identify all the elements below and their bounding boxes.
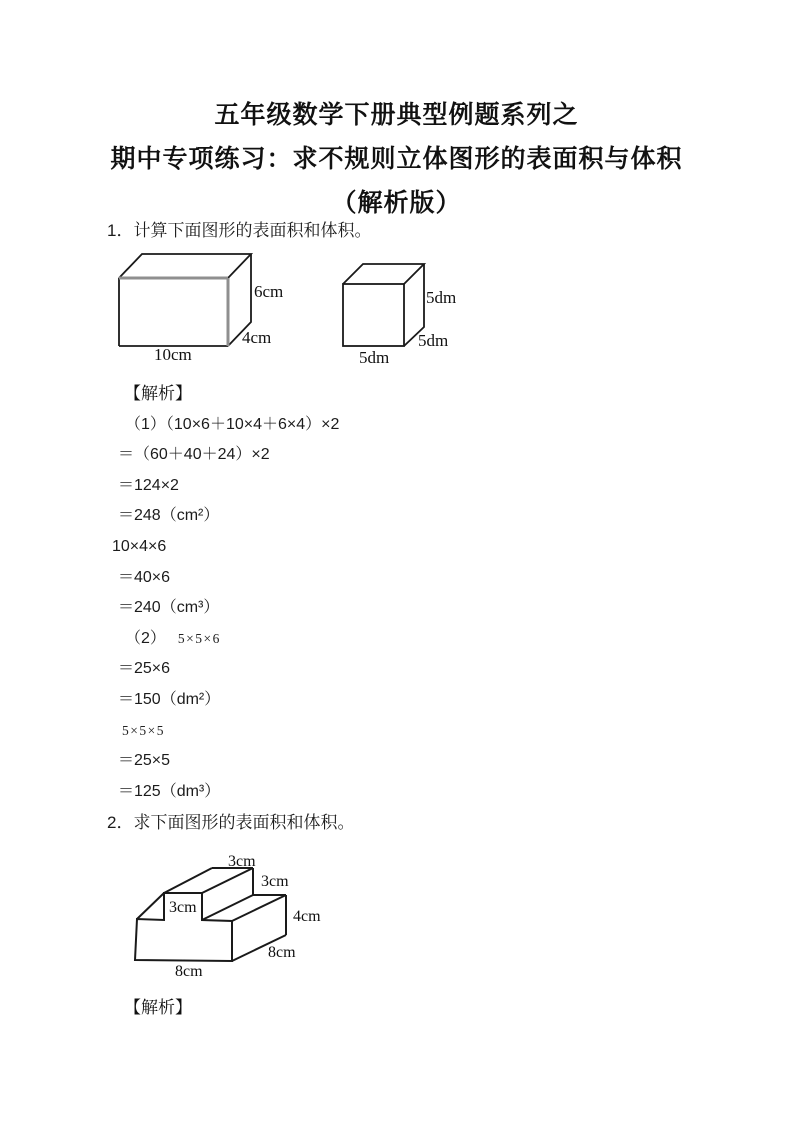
- problem2-figure: [125, 846, 335, 986]
- cuboid-height-label: 6cm: [254, 282, 284, 301]
- solution1-part2-line: [112, 624, 532, 655]
- document-title-line1: 五年级数学下册典型例题系列之: [214, 101, 579, 129]
- cube-figure: [343, 264, 456, 367]
- ridge-front-label: 3cm: [169, 899, 197, 916]
- solution1-line: ＝240（cm³）: [118, 599, 220, 617]
- document-title-line3: （解析版）: [331, 189, 462, 217]
- ridge-back-height-label: 3cm: [261, 873, 289, 890]
- solution1-line: （1）（10×6＋10×4＋6×4）×2: [125, 415, 340, 433]
- solution1-line: ＝25×5: [118, 752, 171, 770]
- part2-volume-formula: 5×5×5: [122, 722, 165, 738]
- solution1-line: ＝125（dm³）: [118, 782, 221, 800]
- cuboid-depth-label: 4cm: [242, 328, 272, 347]
- solution1-line: ＝150（dm²）: [118, 690, 221, 708]
- problem1-statement: 1．计算下面图形的表面积和体积。: [107, 221, 372, 240]
- solution1-line: ＝（60＋40＋24）×2: [118, 446, 270, 464]
- problem1-figures: [100, 248, 480, 375]
- solution1-line: 10×4×6: [112, 537, 167, 555]
- solution1-line: ＝40×6: [118, 568, 171, 586]
- cube-front-face: [343, 284, 404, 346]
- ridge-top-width-label: 3cm: [228, 853, 256, 870]
- cuboid-top-face: [119, 254, 251, 278]
- base-width-label: 8cm: [175, 963, 203, 980]
- solution2-header: 【解析】: [124, 998, 192, 1017]
- solution1-line: ＝248（cm²）: [118, 507, 220, 525]
- cube-height-label: 5dm: [426, 288, 457, 307]
- part2-label: （2）: [125, 629, 166, 647]
- cube-width-label: 5dm: [359, 348, 390, 367]
- cuboid-figure: [119, 254, 283, 364]
- depth-label: 8cm: [268, 944, 296, 961]
- solution1-block: [112, 379, 532, 807]
- part2-surface-formula: 5×5×6: [177, 630, 221, 646]
- solution1-line: ＝25×6: [118, 660, 171, 678]
- cube-top-face: [343, 264, 424, 284]
- cuboid-width-label: 10cm: [154, 345, 192, 364]
- problem2-statement: 2．求下面图形的表面积和体积。: [107, 813, 355, 832]
- solution1-header: 【解析】: [124, 384, 192, 403]
- document-title-line2: 期中专项练习：求不规则立体图形的表面积与体积: [110, 145, 683, 173]
- base-height-label: 4cm: [293, 908, 321, 925]
- cube-depth-label: 5dm: [418, 331, 449, 350]
- solution1-line: ＝124×2: [118, 476, 179, 494]
